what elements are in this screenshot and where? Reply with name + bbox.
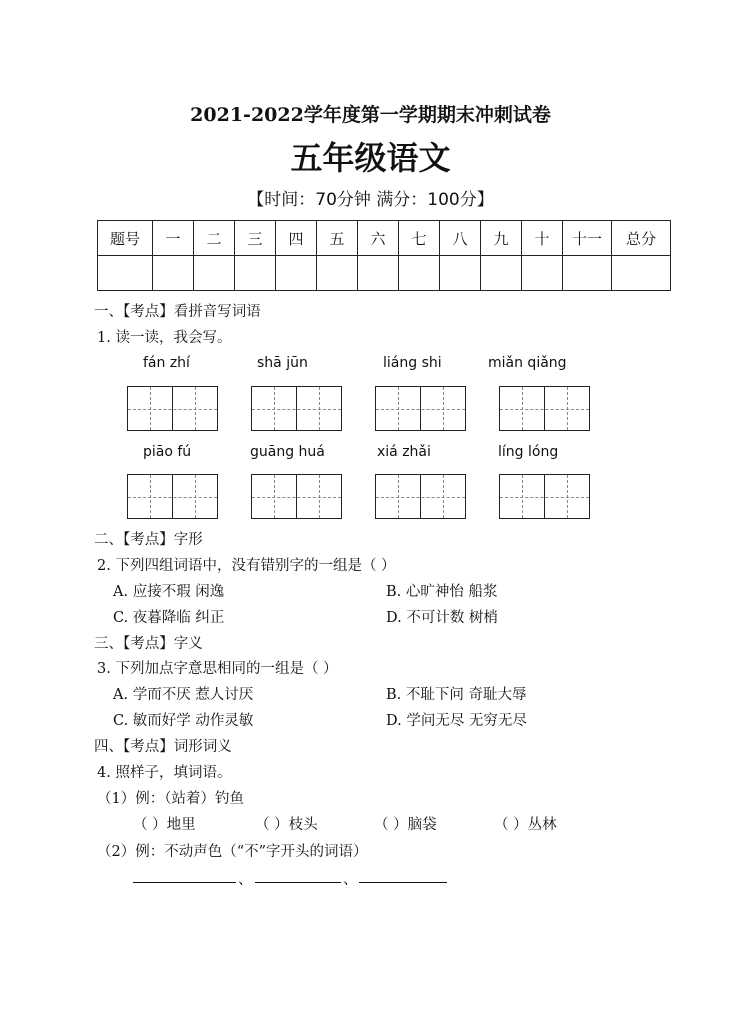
- pinyin-label: shā jūn: [257, 355, 308, 371]
- exam-subject: 五年级语文: [290, 139, 451, 177]
- question-3: 3. 下列加点字意思相同的一组是（ ）: [97, 661, 338, 677]
- option-c[interactable]: C. 敏而好学 动作灵敏: [113, 713, 254, 729]
- writing-grid[interactable]: [499, 474, 590, 519]
- pinyin-label: xiá zhǎi: [377, 444, 431, 460]
- score-cell[interactable]: [522, 256, 563, 291]
- fill-blank[interactable]: （ ）地里: [133, 817, 196, 833]
- score-cell[interactable]: [399, 256, 440, 291]
- score-header-cell: 十一: [563, 221, 612, 256]
- score-table-input-row: [98, 256, 671, 291]
- score-header-cell: 三: [235, 221, 276, 256]
- score-header-cell: 总分: [612, 221, 671, 256]
- score-header-cell: 九: [481, 221, 522, 256]
- pinyin-label: miǎn qiǎng: [488, 355, 567, 371]
- writing-grid[interactable]: [499, 386, 590, 431]
- score-header-cell: 一: [153, 221, 194, 256]
- score-cell[interactable]: [153, 256, 194, 291]
- score-cell[interactable]: [276, 256, 317, 291]
- score-cell[interactable]: [194, 256, 235, 291]
- score-header-cell: 二: [194, 221, 235, 256]
- pinyin-label: piāo fú: [143, 444, 192, 460]
- writing-grid[interactable]: [375, 474, 466, 519]
- writing-grid[interactable]: [375, 386, 466, 431]
- option-b[interactable]: B. 不耻下问 奇耻大辱: [386, 687, 527, 703]
- subquestion-1: （1）例：（站着）钓鱼: [97, 791, 244, 807]
- time-info: 【时间：70分钟 满分：100分】: [247, 190, 494, 210]
- pinyin-label: fán zhí: [143, 355, 190, 371]
- score-header-cell: 六: [358, 221, 399, 256]
- writing-grid[interactable]: [127, 474, 218, 519]
- score-table-header-row: [98, 221, 671, 256]
- fill-blank[interactable]: （ ）枝头: [255, 817, 318, 833]
- score-cell[interactable]: [481, 256, 522, 291]
- question-2: 2. 下列四组词语中，没有错别字的一组是（ ）: [97, 558, 396, 574]
- option-d[interactable]: D. 学问无尽 无穷无尽: [386, 713, 527, 729]
- writing-grid[interactable]: [251, 386, 342, 431]
- score-header-cell: 八: [440, 221, 481, 256]
- section-heading: 二、【考点】字形: [94, 532, 203, 548]
- option-d[interactable]: D. 不可计数 树梢: [386, 610, 498, 626]
- writing-grid[interactable]: [127, 386, 218, 431]
- pinyin-label: liáng shi: [383, 355, 442, 371]
- score-cell[interactable]: [612, 256, 671, 291]
- answer-line[interactable]: [359, 882, 447, 883]
- section-heading: 三、【考点】字义: [94, 636, 203, 652]
- section-heading: 四、【考点】词形词义: [94, 739, 232, 755]
- fill-blank[interactable]: （ ）脑袋: [374, 817, 437, 833]
- option-a[interactable]: A. 应接不瑕 闲逸: [113, 584, 225, 600]
- option-a[interactable]: A. 学而不厌 惹人讨厌: [113, 687, 254, 703]
- section-heading: 一、【考点】看拼音写词语: [94, 304, 261, 320]
- score-cell[interactable]: [235, 256, 276, 291]
- score-cell[interactable]: [358, 256, 399, 291]
- exam-title: 2021-2022学年度第一学期期末冲刺试卷: [190, 104, 551, 126]
- question-4: 4. 照样子，填词语。: [97, 765, 232, 781]
- score-header-cell: 七: [399, 221, 440, 256]
- score-header-cell: 十: [522, 221, 563, 256]
- score-cell[interactable]: [563, 256, 612, 291]
- score-header-cell: 四: [276, 221, 317, 256]
- pinyin-label: guāng huá: [250, 444, 325, 460]
- pinyin-label: líng lóng: [498, 444, 559, 460]
- answer-line[interactable]: [133, 882, 236, 883]
- fill-blank[interactable]: （ ）丛林: [494, 817, 557, 833]
- score-cell[interactable]: [98, 256, 153, 291]
- score-table: [97, 220, 671, 291]
- subquestion-2: （2）例：不动声色（“不”字开头的词语）: [97, 844, 368, 860]
- score-cell[interactable]: [440, 256, 481, 291]
- answer-line[interactable]: [255, 882, 341, 883]
- separator: 、: [343, 872, 358, 888]
- question-1: 1. 读一读，我会写。: [97, 330, 232, 346]
- score-cell[interactable]: [317, 256, 358, 291]
- option-b[interactable]: B. 心旷神怡 船浆: [386, 584, 498, 600]
- separator: 、: [238, 872, 253, 888]
- writing-grid[interactable]: [251, 474, 342, 519]
- score-header-cell: 题号: [98, 221, 153, 256]
- score-header-cell: 五: [317, 221, 358, 256]
- option-c[interactable]: C. 夜暮降临 纠正: [113, 610, 225, 626]
